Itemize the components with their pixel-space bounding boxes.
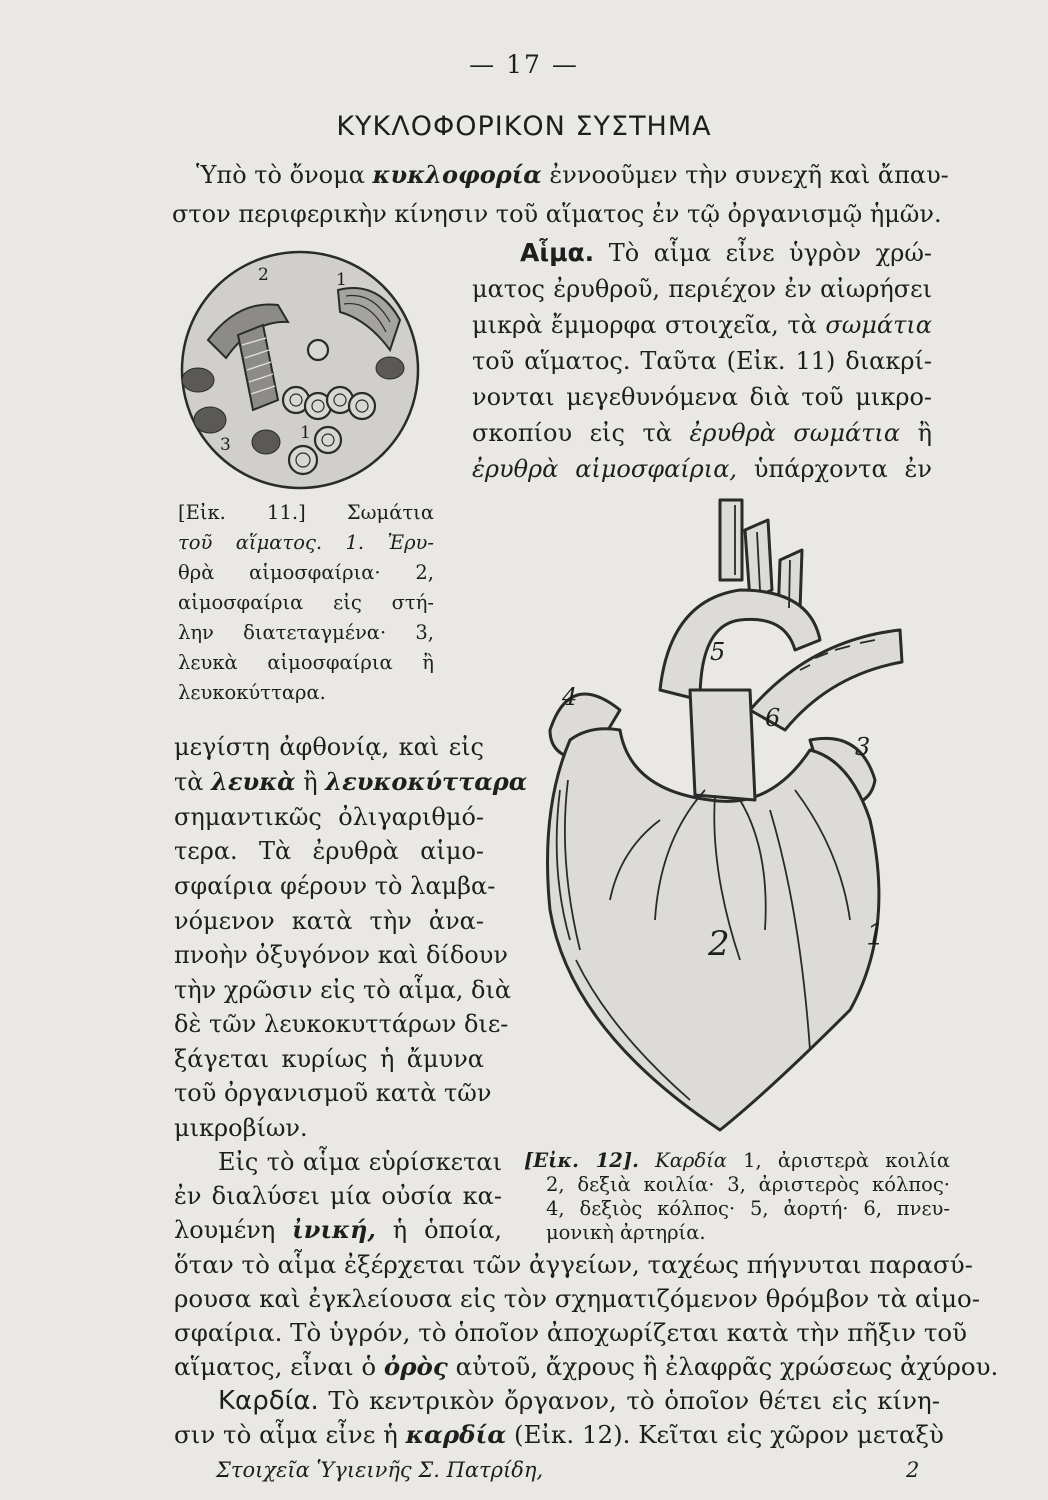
fig12-label-5: 5 [710,638,726,666]
bottom-line-6: σιν τὸ αἷμα εἶνε ἡ καρδία (Εἰκ. 12). Κεῖται εἰς χῶρον μεταξὺ [174,1420,944,1449]
left-line-13: Εἰς τὸ αἷμα εὑρίσκεται [218,1148,502,1176]
fig12-caption-line-1: [Εἰκ. 12]. Καρδία 1, ἀριστερὰ κοιλία [524,1149,951,1172]
fig11-label-3: 3 [220,435,231,455]
fig11-label-1a: 1 [336,270,347,290]
fig11-caption-line-7: λευκοκύτταρα. [178,681,326,704]
blood-line-6: σκοπίου εἰς τὰ ἐρυθρὰ σωμάτια ἢ [472,419,932,447]
bottom-line-3: σφαίρια. Τὸ ὑγρόν, τὸ ὁποῖον ἀποχωρίζεται κατὰ τὴν πῆξιν τοῦ [174,1318,968,1347]
intro-line-2: στον περιφερικὴν κίνησιν τοῦ αἵματος ἐν τῷ ὀργανισμῷ ἡμῶν. [172,200,942,228]
blood-line-1: Αἷμα. Τὸ αἷμα εἶνε ὑγρὸν χρώ- [520,238,932,267]
fig11-caption-line-5: λην διατεταγμένα· 3, [178,621,434,644]
fig12-label-6: 6 [765,704,781,732]
footer-signature-mark: 2 [906,1458,920,1482]
left-line-6: νόμενον κατὰ τὴν ἀνα- [174,907,484,935]
intro-line-1: Ὑπὸ τὸ ὄνομα κυκλοφορία ἐννοοῦμεν τὴν συνεχῆ καὶ ἄπαυ- [196,160,949,189]
fig11-label-2: 2 [258,265,269,285]
fig12-caption-line-2: 2, δεξιὰ κοιλία· 3, ἀριστερὸς κόλπος· [546,1173,950,1196]
left-line-9: δὲ τῶν λευκοκυττάρων διε- [174,1010,509,1038]
fig11-caption-line-1: [Εἰκ. 11.] Σωμάτια [178,501,434,524]
footer-book-title: Στοιχεῖα Ὑγιεινῆς Σ. Πατρίδη, [216,1458,544,1482]
fig11-caption-line-4: αἱμοσφαίρια εἰς στή- [178,591,434,614]
left-line-12: μικροβίων. [174,1114,308,1142]
bottom-line-5: Καρδία. Τὸ κεντρικὸν ὄργανον, τὸ ὁποῖον θέτει εἰς κίνη- [218,1386,940,1416]
fig12-caption-line-3: 4, δεξιὸς κόλπος· 5, ἀορτή· 6, πνευ- [546,1197,950,1220]
left-line-14: ἐν διαλύσει μία οὐσία κα- [174,1182,502,1210]
fig11-caption-line-2: τοῦ αἵματος. 1. Ἐρυ- [178,531,434,554]
fig12-caption-line-4: μονικὴ ἀρτηρία. [546,1221,706,1244]
figure-12-heart [510,490,920,1142]
blood-line-3: μικρὰ ἔμμορφα στοιχεῖα, τὰ σωμάτια [472,311,932,339]
left-line-4: τερα. Τὰ ἐρυθρὰ αἱμο- [174,837,484,865]
bottom-line-1: ὅταν τὸ αἷμα ἐξέρχεται τῶν ἀγγείων, ταχέως πήγνυται παρασύ- [174,1250,973,1279]
left-line-11: τοῦ ὀργανισμοῦ κατὰ τῶν [174,1079,492,1107]
left-line-10: ξάγεται κυρίως ἡ ἄμυνα [174,1045,484,1073]
fig11-caption-line-3: θρὰ αἱμοσφαίρια· 2, [178,561,434,584]
fig12-label-3: 3 [855,733,871,761]
bottom-line-4: αἵματος, εἶναι ὁ ὀρὸς αὐτοῦ, ἄχρους ἢ ἐλαφρᾶς χρώσεως ἀχύρου. [174,1352,999,1381]
fig12-label-1: 1 [866,918,886,953]
left-line-2: τὰ λευκὰ ἢ λευκοκύτταρα [174,767,528,796]
left-line-15: λουμένη ἰνική, ἡ ὁποία, [174,1215,502,1244]
fig11-caption-line-6: λευκὰ αἱμοσφαίρια ἢ [178,651,434,674]
bottom-line-2: ρουσα καὶ ἐγκλείουσα εἰς τὸν σχηματιζόμενον θρόμβον τὰ αἱμο- [174,1284,981,1313]
chapter-title: ΚΥΚΛΟΦΟΡΙΚΟΝ ΣΥΣΤΗΜΑ [336,111,712,142]
fig12-label-2: 2 [708,924,730,964]
figure-11-blood-cells [168,250,430,490]
left-line-5: σφαίρια φέρουν τὸ λαμβα- [174,872,496,900]
blood-line-2: ματος ἐρυθροῦ, περιέχον ἐν αἰωρήσει [472,275,932,303]
blood-line-4: τοῦ αἵματος. Ταῦτα (Εἰκ. 11) διακρί- [472,347,932,375]
page-number: — 17 — [469,50,579,79]
blood-line-7: ἐρυθρὰ αἱμοσφαίρια, ὑπάρχοντα ἐν [472,455,932,483]
blood-line-5: νονται μεγεθυνόμενα διὰ τοῦ μικρο- [472,383,932,411]
left-line-1: μεγίστη ἀφθονίᾳ, καὶ εἰς [174,733,484,761]
left-line-3: σημαντικῶς ὀλιγαριθμό- [174,803,484,831]
left-line-8: τὴν χρῶσιν εἰς τὸ αἷμα, διὰ [174,976,512,1004]
left-line-7: πνοὴν ὀξυγόνον καὶ δίδουν [174,941,508,969]
fig11-label-1b: 1 [300,423,311,443]
fig12-label-4: 4 [562,683,578,711]
